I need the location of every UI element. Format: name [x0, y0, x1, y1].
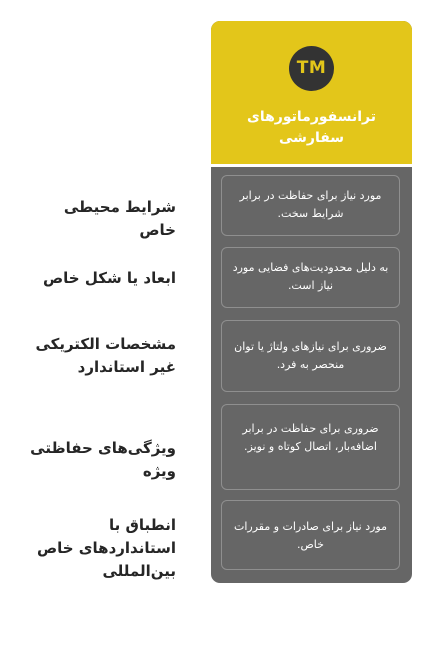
- panel-divider: [211, 164, 412, 167]
- custom-transformers-panel: [211, 21, 412, 583]
- description-card-special-environment: [221, 175, 400, 236]
- row-label-nonstandard-electrical: مشخصات الکتریکی غیر استاندارد: [35, 335, 176, 376]
- row-label-special-protection: ویژگی‌های حفاظتی ویژه: [30, 439, 176, 480]
- panel-title: ترانسفورماتورهای سفارشی: [247, 109, 376, 146]
- description-card-nonstandard-electrical: [221, 320, 400, 392]
- row-label-international-standards: انطباق با استانداردهای خاص بین‌المللی: [36, 516, 176, 580]
- description-card-special-protection: [221, 404, 400, 490]
- card-text: مورد نیاز برای حفاظت در برابر شرایط سخت.: [239, 189, 382, 220]
- tm-logo-icon: TM: [289, 46, 334, 91]
- card-text: مورد نیاز برای صادرات و مقررات خاص.: [234, 520, 387, 551]
- card-text: ضروری برای نیازهای ولتاژ یا توان منحصر به فرد.: [234, 340, 387, 371]
- card-text: ضروری برای حفاظت در برابر اضافه‌بار، اتصال کوتاه و نویز.: [242, 422, 379, 453]
- description-card-international-standards: [221, 500, 400, 570]
- panel-header: [211, 21, 412, 164]
- description-card-special-dimensions: [221, 247, 400, 308]
- row-label-special-dimensions: ابعاد یا شکل خاص: [43, 269, 176, 287]
- card-text: به دلیل محدودیت‌های فضایی مورد نیاز است.: [232, 261, 389, 292]
- row-label-special-environment: شرایط محیطی خاص: [63, 198, 176, 239]
